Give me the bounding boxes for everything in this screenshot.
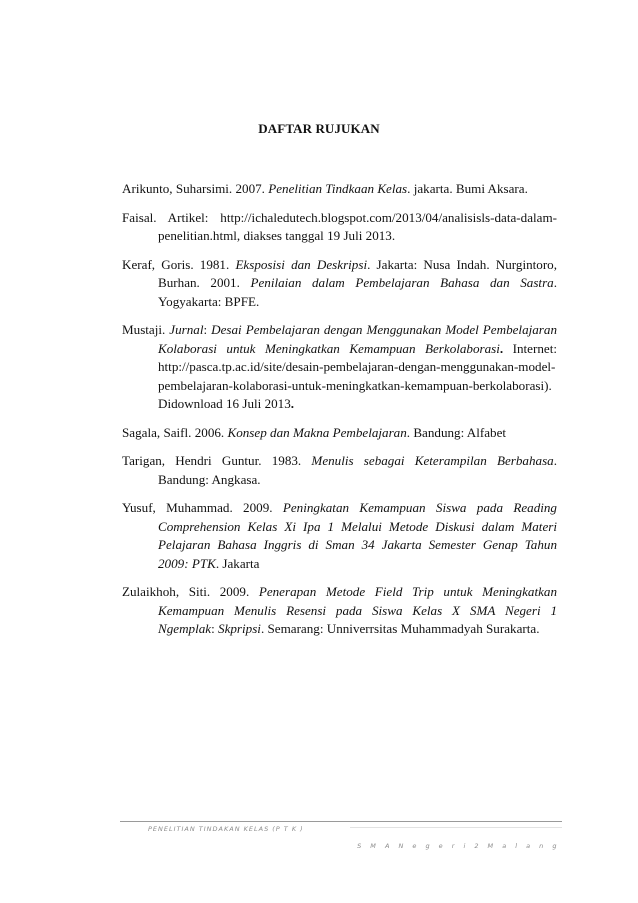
reference-author: Mustaji. [122, 322, 170, 337]
reference-entry [122, 452, 557, 489]
reference-author: Tarigan, Hendri Guntur. 1983. [122, 453, 312, 468]
reference-publisher: . Bandung: Angkasa. [158, 453, 557, 487]
reference-title: Konsep dan Makna Pembelajaran [227, 424, 407, 440]
reference-title: Menulis sebagai Keterampilan Berbahasa [311, 453, 554, 468]
reference-publisher: . Jakarta: Nusa Indah. Nurgintoro, Burhan. 2001. [158, 256, 557, 290]
reference-entry [122, 180, 557, 199]
reference-text: : [211, 621, 219, 636]
footer-left-text: PENELITIAN TINDAKAN KELAS (P T K ) [148, 825, 304, 833]
footer-divider [120, 821, 562, 822]
reference-title: Jurnal [169, 322, 204, 337]
reference-title: Penilaian dalam Pembelajaran Bahasa dan Sastra [250, 275, 554, 290]
footer-right-text: S M A N e g e r i 2 M a l a n g [357, 842, 560, 850]
reference-publisher: . jakarta. Bumi Aksara. [407, 181, 528, 196]
reference-author: Yusuf, Muhammad. 2009. [122, 500, 283, 515]
reference-title: Eksposisi dan Deskripsi [235, 256, 368, 272]
reference-title: Penerapan Metode Field Trip untuk Meningkatkan Kemampuan Menulis Resensi pada Siswa Kelas X SMA Negeri 1 Ngemplak [158, 584, 558, 636]
reference-publisher: . Bandung: Alfabet [406, 424, 507, 440]
reference-publisher: . Semarang: Unniverrsitas Muhammadyah Surakarta. [260, 621, 540, 636]
reference-author: Arikunto, Suharsimi. 2007. [122, 181, 269, 196]
reference-author: Faisal. Artikel: http://ichaledutech.blogspot.com/2013/04/analisisls-data-dalam-penelitian.html, diakses tanggal 19 Juli 2013. [122, 209, 557, 243]
reference-author: Sagala, Saifl. 2006. [122, 424, 228, 440]
reference-publisher: . Jakarta [215, 555, 260, 571]
reference-entry [122, 424, 557, 443]
reference-entry [122, 321, 557, 414]
reference-publisher: . Yogyakarta: BPFE. [158, 275, 557, 309]
reference-title: Penelitian Tindkaan Kelas [268, 181, 408, 196]
reference-author: Zulaikhoh, Siti. 2009. [122, 584, 259, 599]
reference-list [122, 180, 557, 649]
reference-title: Peningkatan Kemampuan Siswa pada Reading Comprehension Kelas Xi Ipa 1 Melalui Metode Diskusi dalam Materi Pelajaran Bahasa Inggris di Sman 34 Jakarta Semester Genap Tahun 2009: PTK [158, 500, 557, 571]
reference-publisher: Internet: http://pasca.tp.ac.id/site/desain-pembelajaran-dengan-menggunakan-model-pembelajaran-kolaborasi-untuk-meningkatkan-kemampuan-berkolaborasi). Didownload 16 Juli 2013 [158, 340, 557, 411]
reference-entry [122, 583, 557, 639]
reference-author: Keraf, Goris. 1981. [122, 256, 236, 272]
reference-punctuation: . [499, 340, 504, 356]
reference-title: Desai Pembelajaran dengan Menggunakan Model Pembelajaran Kolaborasi untuk Meningkatkan Kemampuan Berkolaborasi [158, 322, 557, 356]
page-title: DAFTAR RUJUKAN [258, 121, 380, 136]
reference-title: Skpripsi [218, 621, 261, 636]
reference-entry [122, 499, 557, 573]
footer-divider-secondary [350, 827, 562, 828]
reference-text: : [203, 322, 212, 337]
reference-entry [122, 256, 557, 312]
reference-punctuation: . [290, 396, 295, 411]
reference-entry [122, 209, 557, 246]
